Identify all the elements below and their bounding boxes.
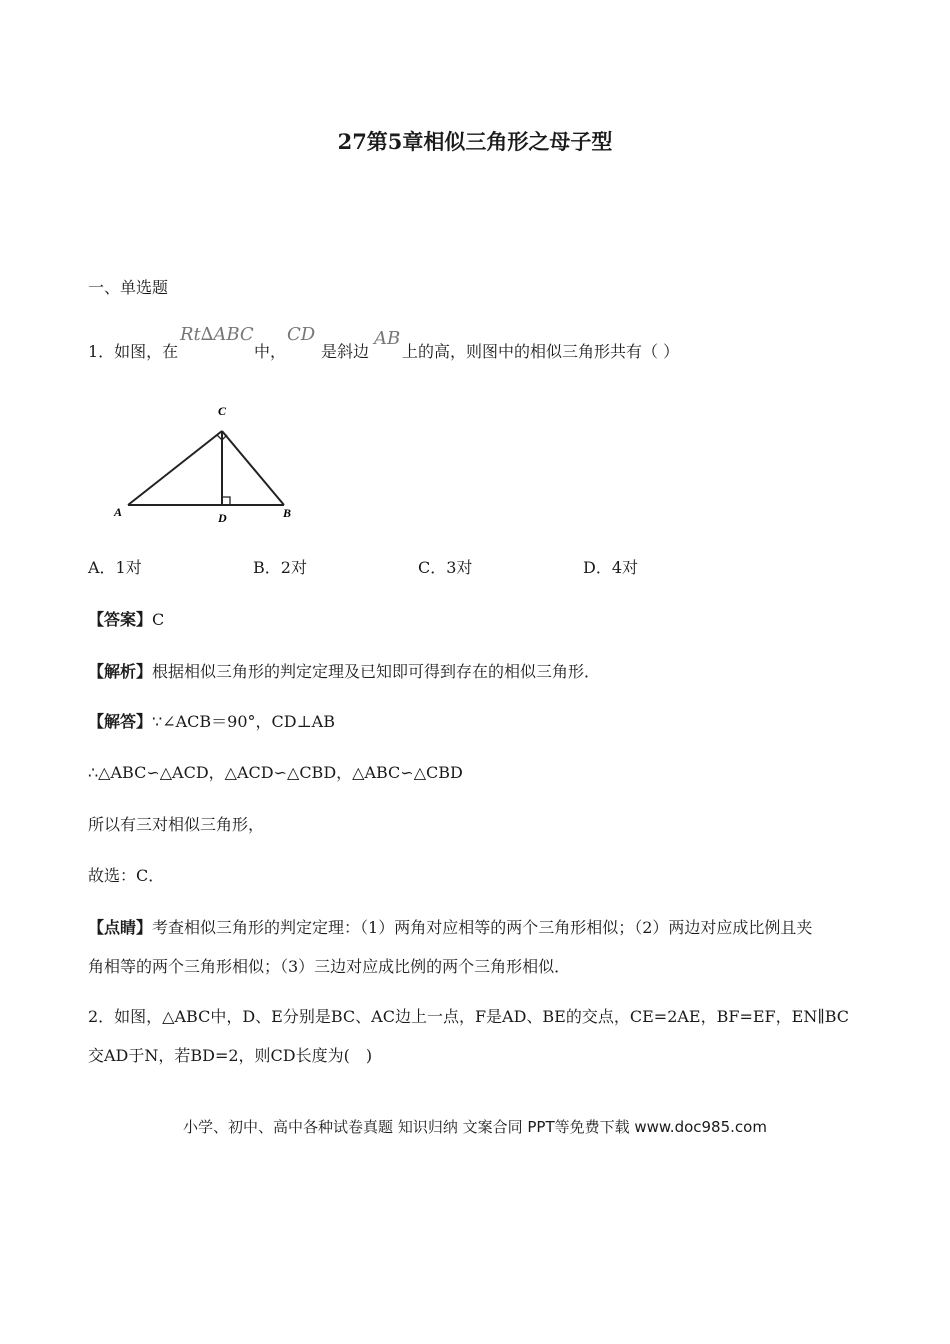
label-a: A [114, 505, 123, 519]
side-ac [128, 431, 222, 505]
analysis-text: 根据相似三角形的判定定理及已知即可得到存在的相似三角形． [152, 662, 601, 681]
q1-math-rt-abc: Rt∆ABC [180, 324, 254, 345]
q1-analysis-line [88, 662, 600, 682]
answer-value: C [152, 610, 165, 629]
q1-solution-line-2: ∴△ABC∽△ACD，△ACD∽△CBD，△ABC∽△CBD [88, 763, 463, 782]
q1-comment-line-1 [88, 918, 812, 938]
q1-stem-end: 上的高，则图中的相似三角形共有（ ） [402, 342, 680, 361]
q1-solution-line-4: 故选：C． [88, 866, 165, 885]
q2-stem-line-1: 2．如图，△ABC中，D、E分别是BC、AC边上一点，F是AD、BE的交点，CE=2AE，BF=EF，EN∥BC [88, 1007, 850, 1026]
q1-option-d: D．4对 [583, 558, 639, 577]
q1-math-cd: CD [287, 324, 316, 345]
q1-solution-line-3: 所以有三对相似三角形， [88, 815, 265, 834]
page-title: 27第5章相似三角形之母子型 [337, 129, 613, 154]
q1-math-ab: AB [374, 328, 401, 349]
side-cb [222, 431, 284, 505]
solution-text-1: ∵∠ACB＝90°，CD⊥AB [152, 712, 335, 731]
q1-comment-line-2: 角相等的两个三角形相似；（3）三边对应成比例的两个三角形相似． [88, 957, 571, 976]
analysis-tag: 【解析】 [88, 662, 153, 681]
comment-tag: 【点睛】 [88, 918, 153, 937]
q1-solution-line-1 [88, 712, 335, 732]
q1-stem-start: 1．如图，在 [88, 342, 179, 361]
q1-stem-mid2: 是斜边 [321, 342, 370, 361]
comment-text-1: 考查相似三角形的判定定理：（1）两角对应相等的两个三角形相似；（2）两边对应成比例且夹 [152, 918, 813, 937]
section-heading: 一、单选题 [88, 278, 169, 297]
label-c: C [218, 404, 227, 418]
q1-stem-mid1: 中， [254, 342, 287, 361]
q1-option-c: C．3对 [418, 558, 473, 577]
solution-tag: 【解答】 [88, 712, 153, 731]
q1-answer-line [88, 610, 164, 630]
answer-tag: 【答案】 [88, 610, 153, 629]
right-angle-mark-d [222, 497, 230, 505]
q1-option-b: B．2对 [253, 558, 307, 577]
page-footer: 小学、初中、高中各种试卷真题 知识归纳 文案合同 PPT等免费下载 www.doc985.com [183, 1118, 767, 1136]
q1-option-a: A．1对 [88, 558, 142, 577]
label-b: B [283, 506, 292, 520]
q1-triangle-figure [110, 398, 310, 528]
label-d: D [218, 511, 227, 525]
q2-stem-line-2: 交AD于N，若BD=2，则CD长度为( ) [88, 1046, 373, 1065]
